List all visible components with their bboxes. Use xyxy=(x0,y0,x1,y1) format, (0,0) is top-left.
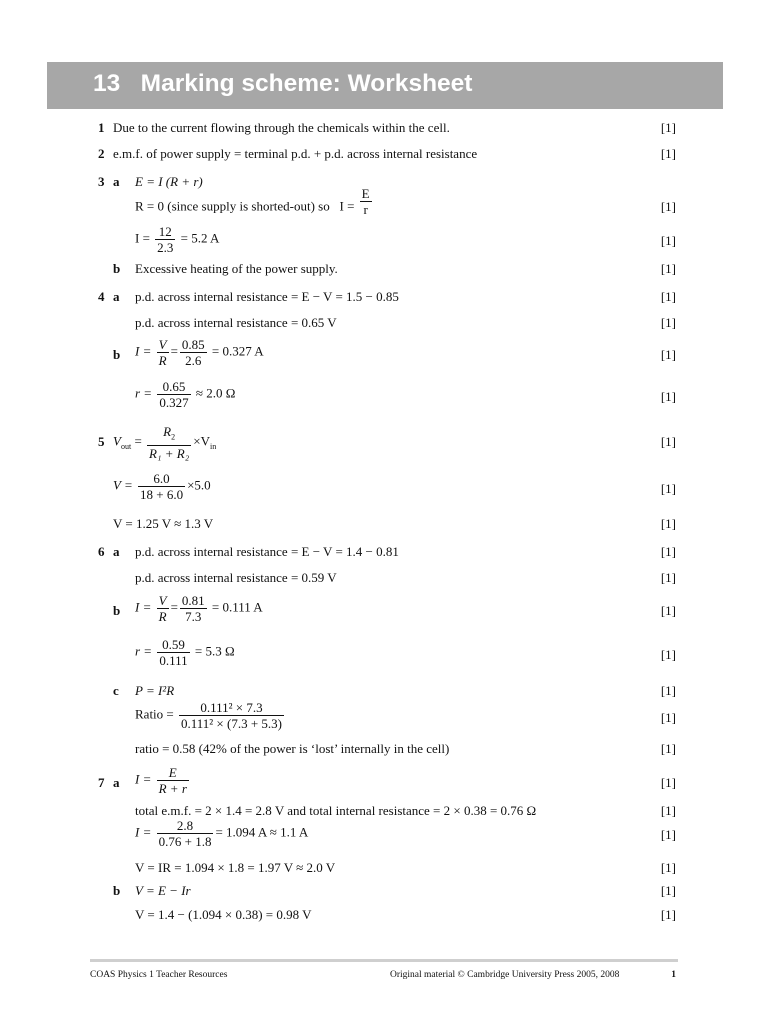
equation-rhs: ≈ 2.0 Ω xyxy=(195,385,236,401)
mark: [1] xyxy=(660,347,676,362)
answer-text: V = 1.4 − (1.094 × 0.38) = 0.98 V xyxy=(135,907,312,922)
mark: [1] xyxy=(660,603,676,618)
fraction xyxy=(157,818,214,849)
mark: [1] xyxy=(660,315,676,330)
equation-lhs: Ratio = xyxy=(135,706,174,722)
mark: [1] xyxy=(660,883,676,898)
fraction xyxy=(157,593,169,624)
mark: [1] xyxy=(660,120,676,135)
denominator: R xyxy=(158,609,167,624)
equation xyxy=(135,224,219,255)
numerator: V xyxy=(158,593,167,608)
fraction xyxy=(180,593,207,624)
answer-text: e.m.f. of power supply = terminal p.d. + p.d. across internal resistance xyxy=(113,146,478,161)
equation xyxy=(113,424,216,461)
equals: = xyxy=(134,433,142,449)
mark: [1] xyxy=(660,860,676,875)
equation xyxy=(113,471,211,502)
numerator: 0.111² × 7.3 xyxy=(179,700,284,716)
subscript: in xyxy=(209,441,217,451)
denominator: 2.3 xyxy=(157,240,174,255)
part-label: b xyxy=(113,261,121,276)
subscript: out xyxy=(120,441,132,451)
part-label: b xyxy=(113,883,121,898)
equation-rhs: = 5.2 A xyxy=(180,230,220,246)
fraction xyxy=(157,337,169,368)
numerator: 0.65 xyxy=(157,379,190,395)
equals: = xyxy=(170,343,178,359)
mark: [1] xyxy=(660,683,676,698)
equation xyxy=(135,637,235,668)
equation xyxy=(135,818,308,849)
denominator: 7.3 xyxy=(185,609,202,624)
equation-lhs: r = xyxy=(135,643,153,659)
answer-text: V = 1.25 V ≈ 1.3 V xyxy=(113,516,214,531)
equation-lhs: I = xyxy=(135,771,152,787)
equation-lhs: V = xyxy=(113,477,133,493)
header-bar xyxy=(47,62,723,109)
mark: [1] xyxy=(660,827,676,842)
mark: [1] xyxy=(660,233,676,248)
mark: [1] xyxy=(660,389,676,404)
equation-lhs: r = xyxy=(135,385,153,401)
fraction xyxy=(138,471,185,502)
fraction xyxy=(155,224,175,255)
part-label: a xyxy=(113,544,120,559)
answer-text: V = E − Ir xyxy=(135,883,191,898)
equation-lhs: I = xyxy=(135,230,150,246)
part-label: b xyxy=(113,603,121,618)
answer-text xyxy=(135,186,374,217)
numerator-var: R xyxy=(163,424,172,439)
equation-lhs: I = xyxy=(135,599,152,615)
denominator: 2.6 xyxy=(185,353,202,368)
fraction xyxy=(157,765,189,796)
fraction xyxy=(179,700,284,731)
mark: [1] xyxy=(660,199,676,214)
fraction xyxy=(180,337,207,368)
denominator: R + r xyxy=(158,781,187,796)
fraction xyxy=(157,379,190,410)
mark: [1] xyxy=(660,516,676,531)
fraction xyxy=(360,186,372,217)
answer-text: E = I (R + r) xyxy=(135,174,203,189)
footer-rule xyxy=(90,959,678,962)
equation-rhs: = 0.111 A xyxy=(211,599,263,615)
numerator xyxy=(147,424,191,446)
question-number: 4 xyxy=(98,289,105,304)
numerator: 12 xyxy=(155,224,175,240)
mark: [1] xyxy=(660,803,676,818)
question-number: 7 xyxy=(98,775,105,790)
mark: [1] xyxy=(660,647,676,662)
answer-text: Excessive heating of the power supply. xyxy=(135,261,338,276)
numerator: V xyxy=(158,337,167,352)
denominator: 0.111² × (7.3 + 5.3) xyxy=(181,716,283,731)
mark: [1] xyxy=(660,710,676,725)
fraction xyxy=(147,424,191,461)
answer-text: p.d. across internal resistance = E − V = 1.5 − 0.85 xyxy=(135,289,399,304)
page-title: 13 Marking scheme: Worksheet xyxy=(93,70,473,97)
mark: [1] xyxy=(660,261,676,276)
part-label: c xyxy=(113,683,119,698)
equation xyxy=(135,379,235,410)
equation xyxy=(135,337,264,368)
equation-rhs: = 1.094 A ≈ 1.1 A xyxy=(215,824,309,840)
denominator: R₁ + R₂ xyxy=(149,445,190,461)
mark: [1] xyxy=(660,570,676,585)
answer-text: total e.m.f. = 2 × 1.4 = 2.8 V and total internal resistance = 2 × 0.38 = 0.76 Ω xyxy=(135,803,537,818)
part-label: a xyxy=(113,289,120,304)
question-number: 1 xyxy=(98,120,105,135)
mark: [1] xyxy=(660,544,676,559)
equation xyxy=(135,593,263,624)
question-number: 6 xyxy=(98,544,105,559)
answer-text: V = IR = 1.094 × 1.8 = 1.97 V ≈ 2.0 V xyxy=(135,860,336,875)
equals: = xyxy=(170,599,178,615)
answer-text: R = 0 (since supply is shorted-out) so xyxy=(135,198,330,214)
mark: [1] xyxy=(660,775,676,790)
equation-lhs: I = xyxy=(135,824,152,840)
equation-lhs: V xyxy=(113,433,121,449)
mark: [1] xyxy=(660,481,676,496)
answer-text: p.d. across internal resistance = 0.65 V xyxy=(135,315,337,330)
denominator: 0.327 xyxy=(159,395,189,410)
question-number: 2 xyxy=(98,146,105,161)
footer-left: COAS Physics 1 Teacher Resources xyxy=(90,970,228,980)
equation-rhs: = 5.3 Ω xyxy=(194,643,235,659)
question-number: 5 xyxy=(98,434,105,449)
part-label: a xyxy=(113,174,120,189)
answer-text: Due to the current flowing through the chemicals within the cell. xyxy=(113,120,450,135)
equation xyxy=(135,700,286,731)
mark: [1] xyxy=(660,434,676,449)
fraction xyxy=(157,637,189,668)
numerator: E xyxy=(157,765,189,781)
numerator: 2.8 xyxy=(157,818,214,834)
numerator: 0.59 xyxy=(157,637,189,653)
mark: [1] xyxy=(660,741,676,756)
denominator: 0.76 + 1.8 xyxy=(158,834,212,849)
answer-text: p.d. across internal resistance = E − V = 1.4 − 0.81 xyxy=(135,544,399,559)
equation-lhs: I = xyxy=(339,198,355,214)
question-number: 3 xyxy=(98,174,105,189)
numerator: E xyxy=(361,186,370,201)
denominator: R xyxy=(158,353,167,368)
denominator: r xyxy=(363,202,368,217)
mark: [1] xyxy=(660,146,676,161)
footer-copyright: Original material © Cambridge University Press 2005, 2008 xyxy=(390,970,620,980)
answer-text: p.d. across internal resistance = 0.59 V xyxy=(135,570,337,585)
part-label: a xyxy=(113,775,120,790)
part-label: b xyxy=(113,347,121,362)
answer-text: ratio = 0.58 (42% of the power is ‘lost’ internally in the cell) xyxy=(135,741,450,756)
equation xyxy=(135,765,191,796)
mark: [1] xyxy=(660,289,676,304)
numerator: 0.81 xyxy=(181,593,205,608)
answer-text: P = I²R xyxy=(135,683,175,698)
subscript: 2 xyxy=(171,432,176,442)
equation-rhs: = 0.327 A xyxy=(211,343,264,359)
page-number: 1 xyxy=(671,970,676,980)
mark: [1] xyxy=(660,907,676,922)
equation-rhs: ×V xyxy=(193,433,210,449)
denominator: 0.111 xyxy=(159,653,188,668)
numerator: 6.0 xyxy=(138,471,185,487)
equation-rhs: ×5.0 xyxy=(187,477,211,493)
denominator: 18 + 6.0 xyxy=(139,487,184,502)
numerator: 0.85 xyxy=(181,337,205,352)
equation-lhs: I = xyxy=(135,343,152,359)
